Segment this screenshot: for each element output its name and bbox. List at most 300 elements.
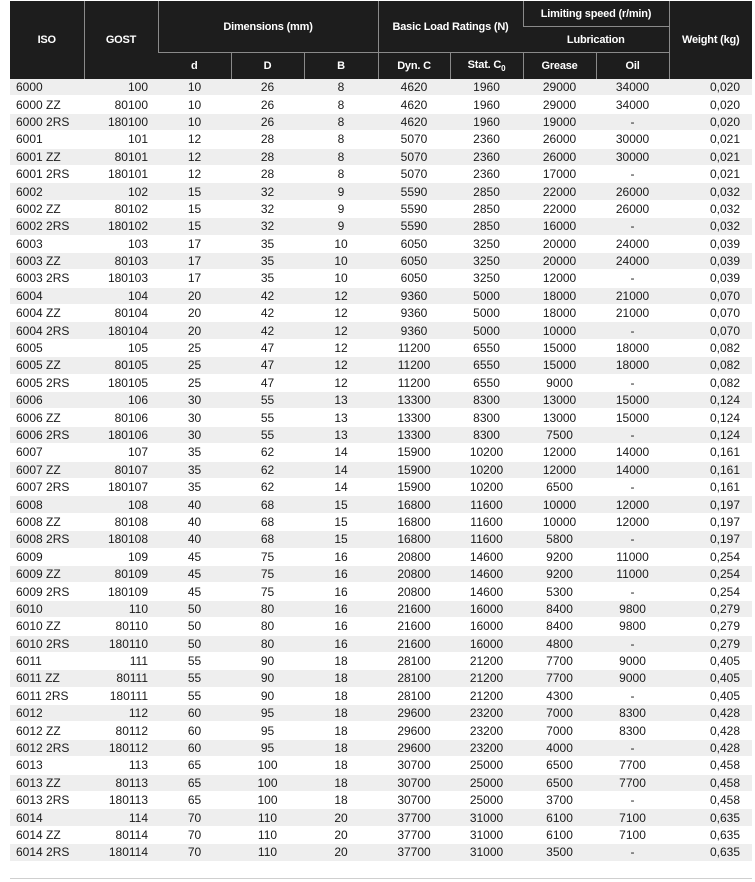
cell-weight: 0,021: [669, 165, 752, 182]
cell-D: 26: [231, 96, 304, 113]
cell-B: 18: [304, 670, 378, 687]
cell-grease: 19000: [523, 113, 596, 130]
header-D: D: [231, 53, 304, 80]
cell-oil: 15000: [596, 409, 669, 426]
cell-gost: 180104: [84, 322, 158, 339]
cell-dyn-c: 5590: [378, 200, 450, 217]
cell-d: 12: [158, 131, 231, 148]
cell-dyn-c: 11200: [378, 357, 450, 374]
cell-dyn-c: 15900: [378, 444, 450, 461]
cell-stat-c0: 5000: [450, 287, 523, 304]
cell-iso: 6014: [10, 809, 84, 826]
cell-stat-c0: 31000: [450, 844, 523, 861]
cell-weight: 0,428: [669, 722, 752, 739]
cell-oil: -: [596, 583, 669, 600]
cell-weight: 0,254: [669, 583, 752, 600]
cell-gost: 101: [84, 131, 158, 148]
cell-oil: -: [596, 531, 669, 548]
cell-weight: 0,405: [669, 652, 752, 669]
cell-gost: 113: [84, 757, 158, 774]
cell-dyn-c: 16800: [378, 531, 450, 548]
cell-B: 12: [304, 339, 378, 356]
cell-weight: 0,070: [669, 322, 752, 339]
cell-grease: 10000: [523, 496, 596, 513]
cell-weight: 0,070: [669, 287, 752, 304]
cell-d: 45: [158, 565, 231, 582]
cell-weight: 0,082: [669, 357, 752, 374]
cell-D: 55: [231, 392, 304, 409]
table-row: [10, 409, 752, 426]
cell-D: 90: [231, 670, 304, 687]
table-header: [10, 1, 752, 79]
cell-iso: 6013 2RS: [10, 792, 84, 809]
cell-gost: 180110: [84, 635, 158, 652]
cell-stat-c0: 1960: [450, 79, 523, 96]
cell-iso: 6014 ZZ: [10, 826, 84, 843]
cell-iso: 6006 ZZ: [10, 409, 84, 426]
cell-oil: 15000: [596, 392, 669, 409]
cell-oil: 34000: [596, 79, 669, 96]
cell-dyn-c: 15900: [378, 461, 450, 478]
cell-dyn-c: 29600: [378, 705, 450, 722]
cell-D: 62: [231, 444, 304, 461]
table-row: [10, 513, 752, 530]
cell-stat-c0: 16000: [450, 635, 523, 652]
cell-grease: 16000: [523, 218, 596, 235]
table-row: [10, 113, 752, 130]
cell-oil: 18000: [596, 339, 669, 356]
header-stat-c0-subscript: 0: [501, 64, 506, 73]
cell-D: 95: [231, 705, 304, 722]
cell-gost: 180113: [84, 792, 158, 809]
cell-grease: 9200: [523, 548, 596, 565]
cell-iso: 6000: [10, 79, 84, 96]
table-row: [10, 774, 752, 791]
cell-D: 90: [231, 652, 304, 669]
cell-B: 20: [304, 844, 378, 861]
cell-oil: 30000: [596, 148, 669, 165]
cell-grease: 7700: [523, 652, 596, 669]
cell-iso: 6006: [10, 392, 84, 409]
cell-D: 100: [231, 774, 304, 791]
cell-oil: -: [596, 739, 669, 756]
cell-d: 15: [158, 183, 231, 200]
cell-d: 20: [158, 287, 231, 304]
table-row: [10, 461, 752, 478]
cell-stat-c0: 2850: [450, 183, 523, 200]
cell-grease: 20000: [523, 235, 596, 252]
cell-iso: 6004: [10, 287, 84, 304]
cell-weight: 0,021: [669, 148, 752, 165]
table-row: [10, 252, 752, 269]
cell-oil: 21000: [596, 305, 669, 322]
cell-stat-c0: 11600: [450, 531, 523, 548]
cell-D: 42: [231, 305, 304, 322]
cell-stat-c0: 25000: [450, 792, 523, 809]
cell-iso: 6001: [10, 131, 84, 148]
cell-D: 80: [231, 600, 304, 617]
cell-stat-c0: 31000: [450, 826, 523, 843]
header-lubrication: Lubrication: [523, 27, 669, 53]
cell-stat-c0: 21200: [450, 687, 523, 704]
cell-B: 16: [304, 600, 378, 617]
cell-grease: 18000: [523, 287, 596, 304]
cell-B: 18: [304, 722, 378, 739]
cell-stat-c0: 6550: [450, 374, 523, 391]
cell-dyn-c: 21600: [378, 600, 450, 617]
cell-gost: 80102: [84, 200, 158, 217]
cell-weight: 0,161: [669, 444, 752, 461]
cell-d: 60: [158, 739, 231, 756]
cell-weight: 0,197: [669, 496, 752, 513]
cell-dyn-c: 29600: [378, 739, 450, 756]
cell-grease: 7500: [523, 426, 596, 443]
cell-iso: 6007: [10, 444, 84, 461]
table-row: [10, 357, 752, 374]
table-row: [10, 218, 752, 235]
cell-B: 18: [304, 792, 378, 809]
cell-oil: 9800: [596, 618, 669, 635]
cell-iso: 6013 ZZ: [10, 774, 84, 791]
cell-D: 75: [231, 548, 304, 565]
cell-grease: 3700: [523, 792, 596, 809]
cell-B: 8: [304, 113, 378, 130]
cell-oil: -: [596, 270, 669, 287]
cell-stat-c0: 1960: [450, 113, 523, 130]
header-dyn-c: Dyn. C: [378, 53, 450, 80]
cell-d: 70: [158, 809, 231, 826]
cell-weight: 0,197: [669, 513, 752, 530]
cell-weight: 0,635: [669, 826, 752, 843]
header-oil: Oil: [596, 53, 669, 80]
cell-oil: -: [596, 218, 669, 235]
table-row: [10, 322, 752, 339]
cell-gost: 80109: [84, 565, 158, 582]
cell-iso: 6010 ZZ: [10, 618, 84, 635]
cell-stat-c0: 3250: [450, 252, 523, 269]
cell-d: 50: [158, 618, 231, 635]
cell-dyn-c: 5590: [378, 218, 450, 235]
cell-gost: 80111: [84, 670, 158, 687]
cell-oil: 9800: [596, 600, 669, 617]
cell-weight: 0,020: [669, 113, 752, 130]
cell-dyn-c: 9360: [378, 322, 450, 339]
cell-iso: 6002 ZZ: [10, 200, 84, 217]
cell-stat-c0: 16000: [450, 600, 523, 617]
cell-stat-c0: 10200: [450, 478, 523, 495]
cell-gost: 80113: [84, 774, 158, 791]
cell-gost: 107: [84, 444, 158, 461]
cell-gost: 80104: [84, 305, 158, 322]
cell-oil: 11000: [596, 565, 669, 582]
cell-gost: 180101: [84, 165, 158, 182]
cell-d: 30: [158, 426, 231, 443]
cell-d: 40: [158, 496, 231, 513]
cell-gost: 100: [84, 79, 158, 96]
cell-iso: 6005 ZZ: [10, 357, 84, 374]
table-row: [10, 687, 752, 704]
cell-d: 30: [158, 409, 231, 426]
cell-d: 50: [158, 600, 231, 617]
cell-weight: 0,082: [669, 339, 752, 356]
table-row: [10, 148, 752, 165]
cell-iso: 6008 ZZ: [10, 513, 84, 530]
cell-dyn-c: 5070: [378, 165, 450, 182]
cell-stat-c0: 2850: [450, 218, 523, 235]
cell-B: 18: [304, 687, 378, 704]
table-row: [10, 96, 752, 113]
cell-B: 14: [304, 444, 378, 461]
cell-oil: 14000: [596, 444, 669, 461]
cell-stat-c0: 31000: [450, 809, 523, 826]
cell-D: 26: [231, 113, 304, 130]
table-row: [10, 583, 752, 600]
cell-oil: 30000: [596, 131, 669, 148]
cell-grease: 10000: [523, 322, 596, 339]
cell-gost: 180102: [84, 218, 158, 235]
cell-D: 75: [231, 583, 304, 600]
cell-d: 70: [158, 826, 231, 843]
cell-B: 12: [304, 322, 378, 339]
cell-iso: 6009 2RS: [10, 583, 84, 600]
cell-d: 45: [158, 548, 231, 565]
table-row: [10, 131, 752, 148]
bearing-specs-table: [10, 1, 752, 862]
cell-d: 17: [158, 252, 231, 269]
cell-stat-c0: 5000: [450, 305, 523, 322]
cell-D: 42: [231, 322, 304, 339]
cell-grease: 20000: [523, 252, 596, 269]
cell-dyn-c: 11200: [378, 339, 450, 356]
cell-grease: 17000: [523, 165, 596, 182]
cell-weight: 0,124: [669, 392, 752, 409]
cell-oil: 26000: [596, 183, 669, 200]
cell-dyn-c: 11200: [378, 374, 450, 391]
cell-iso: 6002 2RS: [10, 218, 84, 235]
cell-grease: 4300: [523, 687, 596, 704]
cell-dyn-c: 28100: [378, 670, 450, 687]
cell-D: 110: [231, 809, 304, 826]
cell-stat-c0: 25000: [450, 757, 523, 774]
cell-weight: 0,039: [669, 270, 752, 287]
table-body: [10, 79, 752, 861]
cell-iso: 6003: [10, 235, 84, 252]
cell-d: 10: [158, 96, 231, 113]
cell-weight: 0,032: [669, 200, 752, 217]
cell-weight: 0,032: [669, 183, 752, 200]
cell-d: 10: [158, 79, 231, 96]
cell-oil: 26000: [596, 200, 669, 217]
cell-iso: 6005 2RS: [10, 374, 84, 391]
cell-dyn-c: 4620: [378, 113, 450, 130]
cell-stat-c0: 8300: [450, 426, 523, 443]
cell-d: 20: [158, 305, 231, 322]
cell-weight: 0,635: [669, 809, 752, 826]
cell-d: 25: [158, 357, 231, 374]
cell-stat-c0: 2360: [450, 131, 523, 148]
cell-grease: 6500: [523, 757, 596, 774]
cell-B: 12: [304, 374, 378, 391]
cell-iso: 6012: [10, 705, 84, 722]
table-row: [10, 826, 752, 843]
cell-D: 110: [231, 826, 304, 843]
cell-iso: 6002: [10, 183, 84, 200]
cell-gost: 80114: [84, 826, 158, 843]
header-B: B: [304, 53, 378, 80]
cell-d: 30: [158, 392, 231, 409]
header-load-ratings: Basic Load Ratings (N): [378, 1, 523, 53]
cell-B: 8: [304, 148, 378, 165]
cell-D: 62: [231, 478, 304, 495]
cell-d: 35: [158, 444, 231, 461]
cell-dyn-c: 6050: [378, 235, 450, 252]
cell-d: 40: [158, 531, 231, 548]
cell-B: 18: [304, 705, 378, 722]
cell-dyn-c: 30700: [378, 774, 450, 791]
table-row: [10, 392, 752, 409]
cell-oil: -: [596, 426, 669, 443]
cell-weight: 0,458: [669, 757, 752, 774]
table-row: [10, 200, 752, 217]
cell-dyn-c: 9360: [378, 287, 450, 304]
cell-B: 16: [304, 548, 378, 565]
cell-grease: 26000: [523, 131, 596, 148]
cell-gost: 114: [84, 809, 158, 826]
cell-gost: 80110: [84, 618, 158, 635]
cell-iso: 6008 2RS: [10, 531, 84, 548]
cell-D: 47: [231, 339, 304, 356]
cell-B: 14: [304, 478, 378, 495]
cell-grease: 22000: [523, 200, 596, 217]
table-row: [10, 235, 752, 252]
cell-d: 70: [158, 844, 231, 861]
cell-oil: 24000: [596, 252, 669, 269]
cell-dyn-c: 13300: [378, 409, 450, 426]
cell-D: 47: [231, 357, 304, 374]
cell-D: 47: [231, 374, 304, 391]
cell-D: 28: [231, 148, 304, 165]
cell-d: 45: [158, 583, 231, 600]
table-row: [10, 792, 752, 809]
cell-B: 9: [304, 183, 378, 200]
cell-B: 9: [304, 200, 378, 217]
cell-iso: 6012 2RS: [10, 739, 84, 756]
cell-grease: 4000: [523, 739, 596, 756]
cell-weight: 0,124: [669, 409, 752, 426]
table-row: [10, 705, 752, 722]
cell-stat-c0: 10200: [450, 444, 523, 461]
cell-grease: 13000: [523, 409, 596, 426]
cell-oil: -: [596, 322, 669, 339]
table-row: [10, 722, 752, 739]
cell-weight: 0,124: [669, 426, 752, 443]
table-row: [10, 183, 752, 200]
cell-stat-c0: 8300: [450, 409, 523, 426]
cell-dyn-c: 15900: [378, 478, 450, 495]
cell-D: 68: [231, 531, 304, 548]
cell-weight: 0,635: [669, 844, 752, 861]
cell-grease: 4800: [523, 635, 596, 652]
cell-stat-c0: 14600: [450, 583, 523, 600]
cell-D: 55: [231, 409, 304, 426]
cell-D: 95: [231, 722, 304, 739]
cell-iso: 6004 ZZ: [10, 305, 84, 322]
cell-oil: -: [596, 687, 669, 704]
cell-B: 20: [304, 826, 378, 843]
cell-d: 12: [158, 148, 231, 165]
cell-oil: -: [596, 792, 669, 809]
cell-B: 15: [304, 513, 378, 530]
cell-weight: 0,428: [669, 705, 752, 722]
cell-stat-c0: 2360: [450, 165, 523, 182]
cell-stat-c0: 3250: [450, 270, 523, 287]
cell-oil: 24000: [596, 235, 669, 252]
cell-grease: 12000: [523, 461, 596, 478]
cell-oil: -: [596, 478, 669, 495]
table-row: [10, 757, 752, 774]
cell-dyn-c: 37700: [378, 809, 450, 826]
cell-D: 32: [231, 218, 304, 235]
cell-weight: 0,405: [669, 670, 752, 687]
cell-gost: 80106: [84, 409, 158, 426]
cell-oil: 7700: [596, 757, 669, 774]
cell-d: 12: [158, 165, 231, 182]
cell-B: 10: [304, 252, 378, 269]
table-bottom-rule: [10, 878, 752, 879]
cell-dyn-c: 16800: [378, 513, 450, 530]
cell-stat-c0: 3250: [450, 235, 523, 252]
cell-oil: -: [596, 165, 669, 182]
cell-weight: 0,279: [669, 635, 752, 652]
cell-grease: 8400: [523, 600, 596, 617]
cell-oil: 9000: [596, 670, 669, 687]
cell-D: 42: [231, 287, 304, 304]
cell-dyn-c: 20800: [378, 565, 450, 582]
table-row: [10, 305, 752, 322]
cell-oil: 8300: [596, 705, 669, 722]
cell-grease: 15000: [523, 357, 596, 374]
cell-d: 15: [158, 218, 231, 235]
cell-gost: 105: [84, 339, 158, 356]
cell-B: 8: [304, 96, 378, 113]
cell-iso: 6011 ZZ: [10, 670, 84, 687]
cell-stat-c0: 1960: [450, 96, 523, 113]
cell-d: 60: [158, 705, 231, 722]
cell-grease: 22000: [523, 183, 596, 200]
cell-dyn-c: 5070: [378, 131, 450, 148]
cell-grease: 10000: [523, 513, 596, 530]
cell-D: 26: [231, 79, 304, 96]
cell-D: 32: [231, 183, 304, 200]
cell-stat-c0: 6550: [450, 357, 523, 374]
cell-oil: 7100: [596, 826, 669, 843]
cell-d: 35: [158, 461, 231, 478]
cell-stat-c0: 10200: [450, 461, 523, 478]
cell-weight: 0,070: [669, 305, 752, 322]
header-weight: Weight (kg): [669, 1, 752, 79]
bearing-table-container: [10, 1, 752, 862]
cell-dyn-c: 9360: [378, 305, 450, 322]
cell-stat-c0: 21200: [450, 670, 523, 687]
cell-d: 25: [158, 339, 231, 356]
cell-oil: 12000: [596, 513, 669, 530]
cell-B: 14: [304, 461, 378, 478]
cell-D: 110: [231, 844, 304, 861]
cell-gost: 109: [84, 548, 158, 565]
cell-d: 50: [158, 635, 231, 652]
cell-dyn-c: 21600: [378, 635, 450, 652]
cell-stat-c0: 2850: [450, 200, 523, 217]
